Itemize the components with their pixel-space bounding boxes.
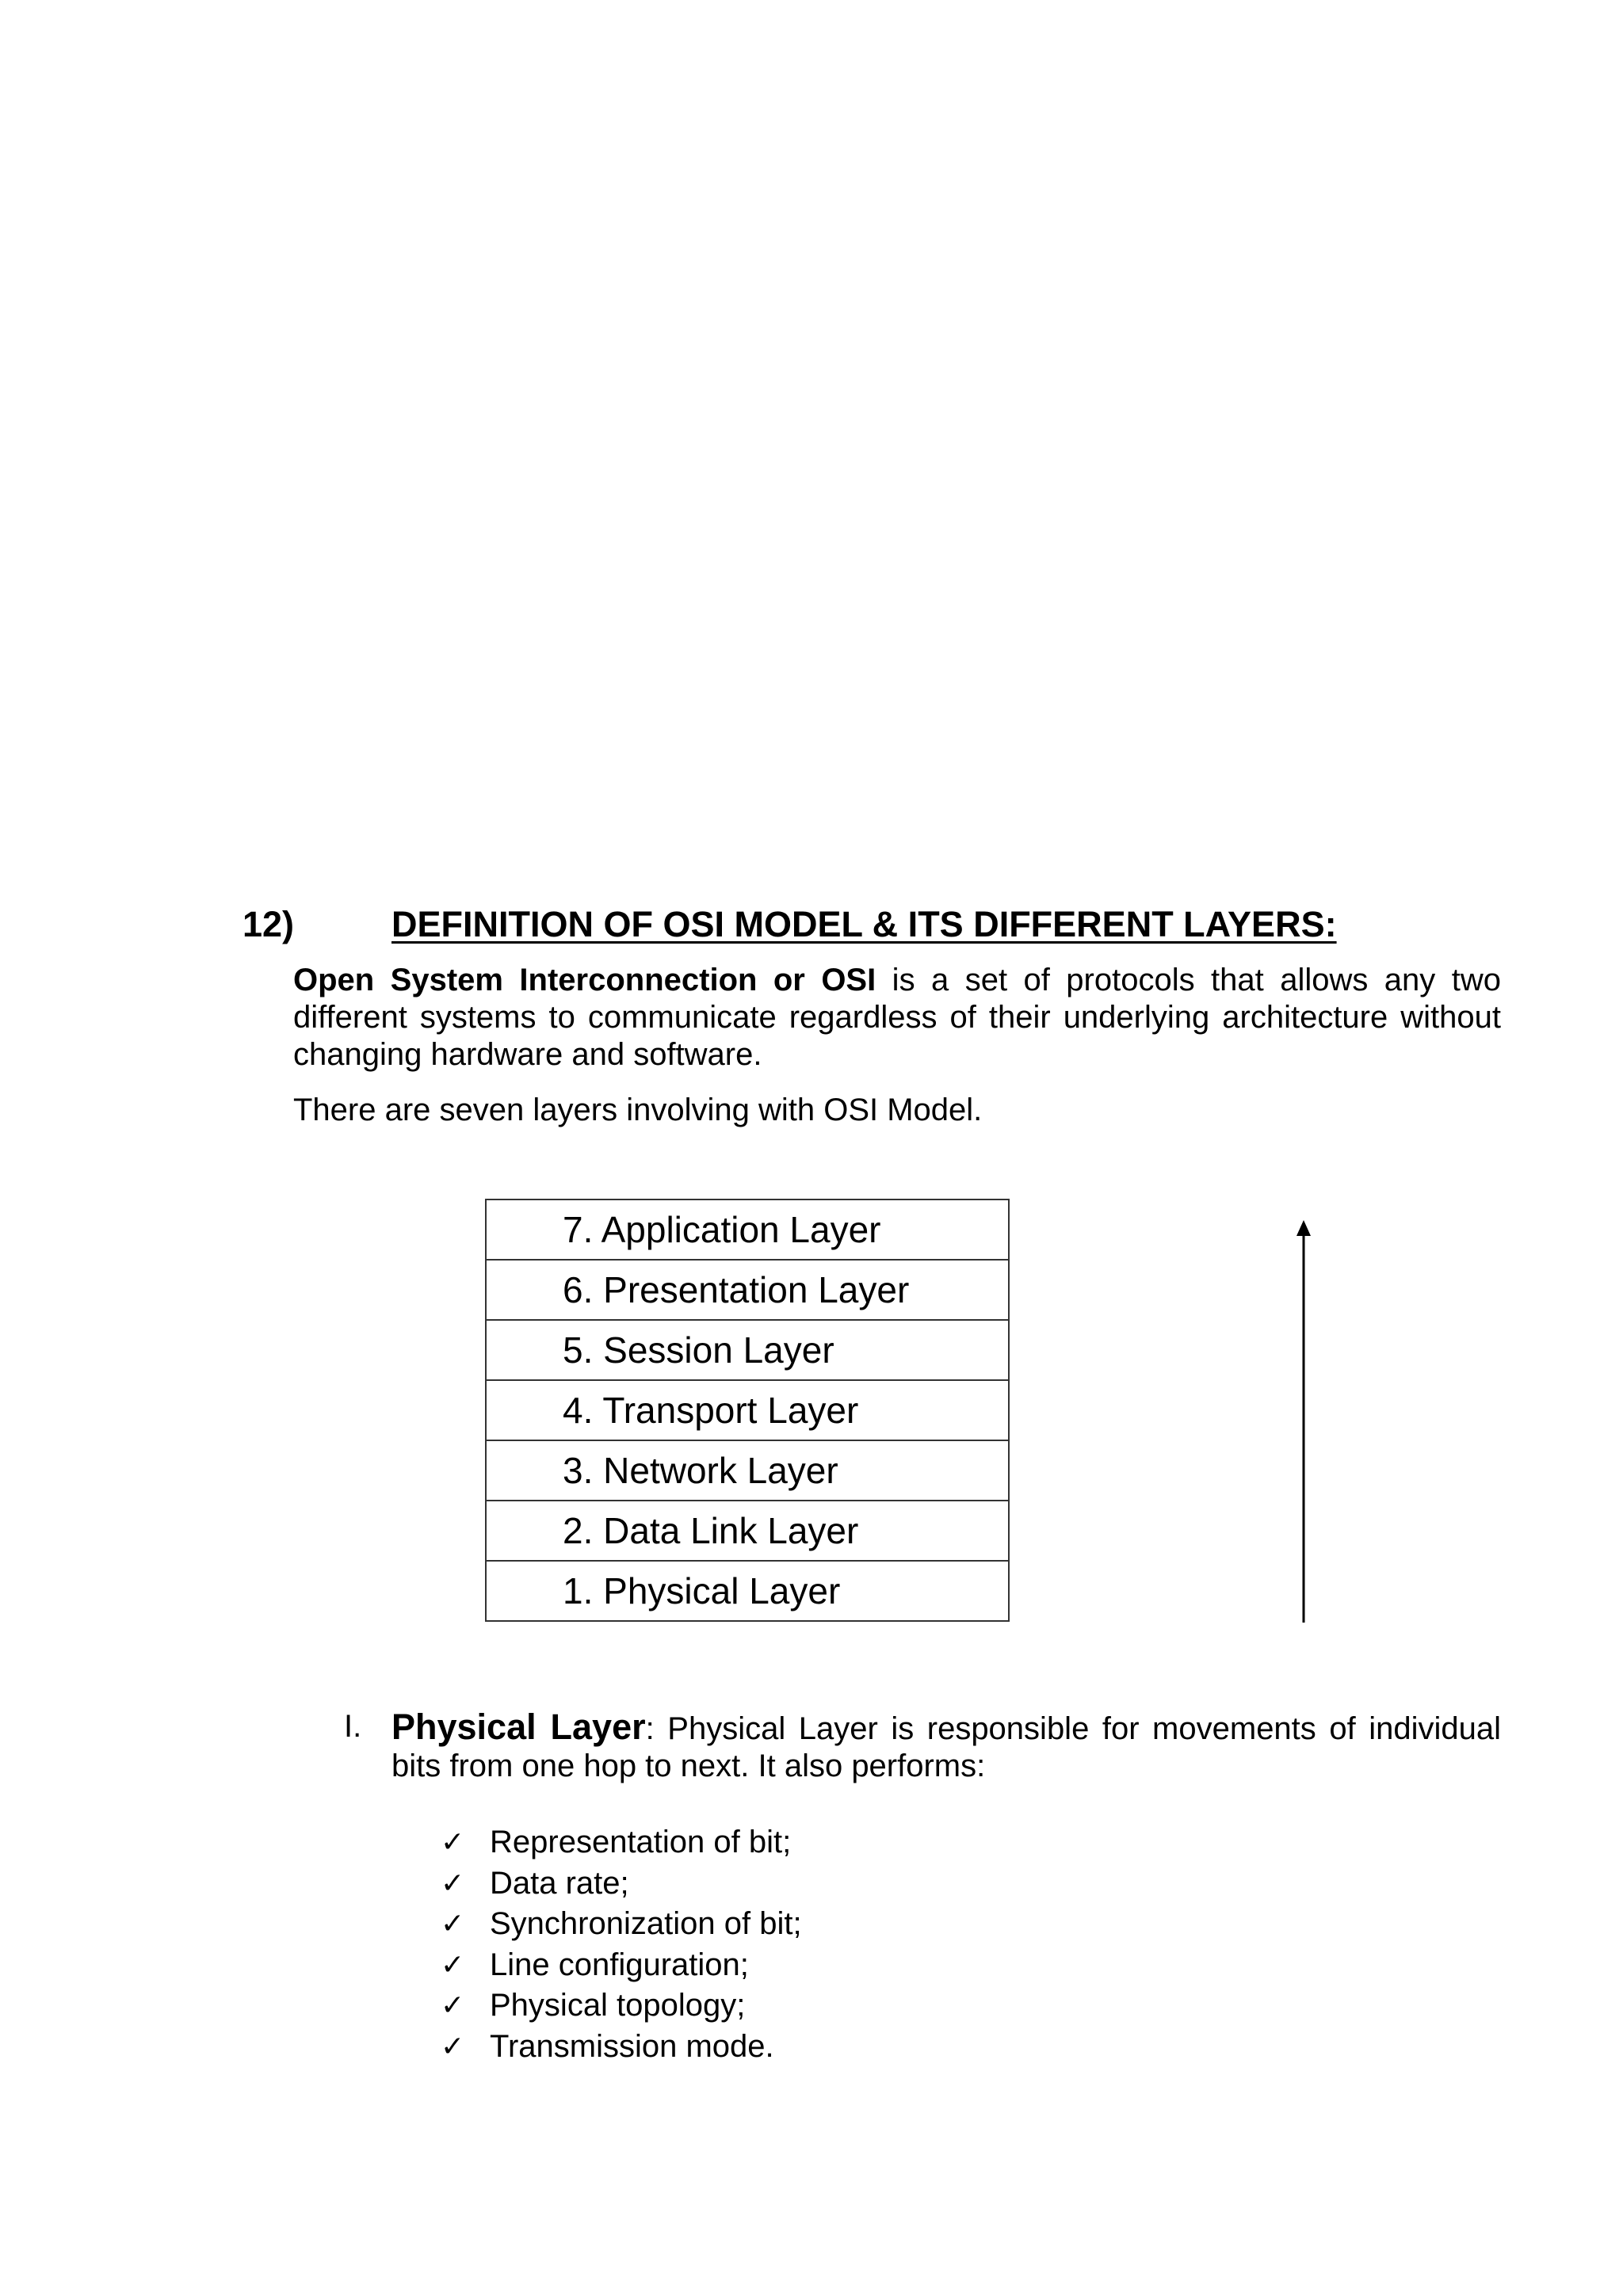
checkmark-icon: ✓ [441,1908,465,1940]
layer-cell: 5. Session Layer [486,1320,1009,1380]
list-item [441,1985,802,2027]
section-text [391,1708,1501,1785]
section-term: Physical Layer [391,1707,646,1747]
intro-bold-term: Open System Interconnection or OSI [293,963,876,997]
layer-cell: 7. Application Layer [486,1199,1009,1260]
checkmark-icon: ✓ [441,1989,465,2022]
list-item [441,2027,802,2068]
layer-cell: 3. Network Layer [486,1440,1009,1501]
heading-number: 12) [242,904,295,944]
intro-paragraph [293,962,1501,1074]
osi-layers-table [485,1199,1010,1622]
list-item [441,1822,802,1863]
checkmark-icon: ✓ [441,1948,465,1981]
layer-cell: 1. Physical Layer [486,1561,1009,1621]
layer-row [486,1501,1009,1561]
layers-note: There are seven layers involving with OSI Model. [293,1093,983,1127]
layer-cell: 4. Transport Layer [486,1380,1009,1440]
list-item [441,1904,802,1945]
layer-row [486,1320,1009,1380]
physical-layer-checklist [441,1822,802,2067]
section-marker: I. [344,1709,362,1744]
layer-row [486,1260,1009,1320]
heading-title: DEFINITION OF OSI MODEL & ITS DIFFERENT LAYERS: [391,904,1337,944]
layer-cell: 6. Presentation Layer [486,1260,1009,1320]
checkmark-icon: ✓ [441,1826,465,1859]
list-item-label: Representation of bit; [490,1825,792,1859]
list-item-label: Line configuration; [490,1947,749,1982]
layer-row [486,1561,1009,1621]
list-item-label: Physical topology; [490,1988,746,2023]
section-description: : Physical Layer is responsible for movements of individual bits from one hop to next. It also performs: [391,1711,1501,1783]
up-arrow-icon [1292,1220,1316,1624]
layer-row [486,1380,1009,1440]
list-item [441,1945,802,1986]
layer-row [486,1440,1009,1501]
list-item [441,1863,802,1905]
list-item-label: Data rate; [490,1865,629,1901]
checkmark-icon: ✓ [441,1867,465,1900]
list-item-label: Transmission mode. [490,2028,774,2064]
intro-text: is a set of protocols that allows any two different systems to communicate regardless of their underlying architecture without changing hardware and software. [293,963,1501,1072]
layer-row [486,1199,1009,1260]
physical-layer-section [344,1708,1501,1785]
checkmark-icon: ✓ [441,2030,465,2063]
layer-cell: 2. Data Link Layer [486,1501,1009,1561]
list-item-label: Synchronization of bit; [490,1906,802,1941]
